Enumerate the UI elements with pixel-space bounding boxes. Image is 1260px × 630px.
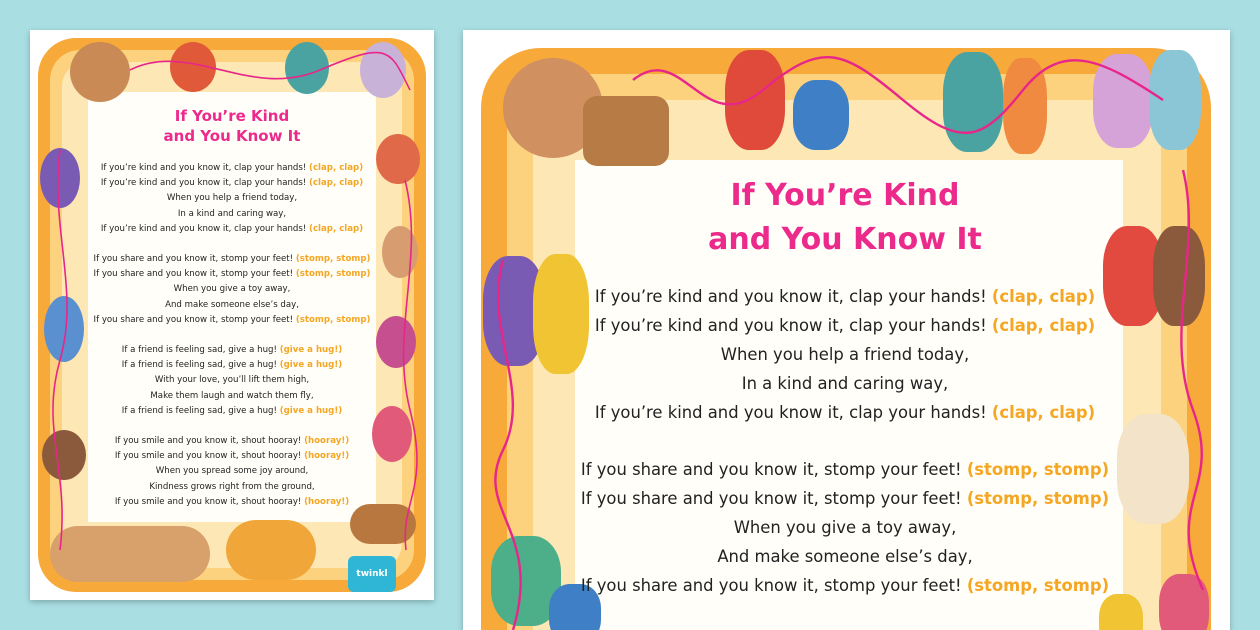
zoomed-lyrics — [555, 282, 1135, 600]
child-illustration-icon — [793, 80, 849, 150]
lyric-line — [555, 369, 1135, 398]
lyric-text: When you spread some joy around, — [155, 466, 309, 477]
lyric-line — [30, 191, 434, 206]
child-illustration-icon — [170, 42, 216, 92]
child-illustration-icon — [285, 42, 329, 94]
twinkl-logo-icon[interactable]: twinkl — [348, 556, 396, 592]
lyric-line — [30, 464, 434, 479]
thumbnail-title-line1: If You’re Kind — [174, 107, 290, 125]
thumbnail-lyrics — [30, 161, 434, 510]
lyric-action: (clap, clap) — [991, 287, 1096, 306]
lyric-text: If you’re kind and you know it, clap your hands! — [594, 287, 987, 306]
lyric-text: When you give a toy away, — [733, 518, 957, 537]
lyric-text: If you’re kind and you know it, clap your hands! — [100, 223, 307, 234]
lyric-text: If a friend is feeling sad, give a hug! — [121, 360, 277, 371]
lyric-line — [30, 343, 434, 358]
lyric-text: With your love, you’ll lift them high, — [154, 375, 310, 386]
lyric-action: (give a hug!) — [279, 405, 343, 416]
lyric-action: (give a hug!) — [279, 345, 343, 356]
child-illustration-icon — [50, 526, 210, 582]
lyric-line — [30, 298, 434, 313]
thumbnail-sheet[interactable] — [30, 30, 434, 600]
zoomed-sheet[interactable] — [463, 30, 1230, 630]
lyric-text: When you give a toy away, — [173, 284, 291, 295]
child-illustration-icon — [943, 52, 1003, 152]
lyric-text: When you help a friend today, — [720, 345, 970, 364]
lyric-line — [30, 207, 434, 222]
verse-block — [30, 343, 434, 419]
lyric-line — [555, 571, 1135, 600]
lyric-line — [30, 480, 434, 495]
lyric-line — [555, 513, 1135, 542]
lyric-action: (hooray!) — [304, 436, 350, 447]
lyric-text: Make them laugh and watch them fly, — [150, 390, 314, 401]
child-illustration-icon — [1159, 574, 1209, 630]
lyric-text: If a friend is feeling sad, give a hug! — [121, 345, 277, 356]
lyric-line — [30, 252, 434, 267]
lyric-text: In a kind and caring way, — [177, 208, 287, 219]
lyric-line — [555, 340, 1135, 369]
lyric-action: (stomp, stomp) — [295, 254, 371, 265]
lyric-action: (stomp, stomp) — [295, 269, 371, 280]
lyric-action: (hooray!) — [304, 496, 350, 507]
lyric-action: (stomp, stomp) — [295, 314, 371, 325]
lyric-text: If you share and you know it, stomp your feet! — [93, 254, 294, 265]
lyric-line — [555, 484, 1135, 513]
lyric-action: (stomp, stomp) — [966, 489, 1110, 508]
lyric-line — [555, 542, 1135, 571]
lyric-action: (clap, clap) — [991, 316, 1096, 335]
lyric-line — [555, 311, 1135, 340]
lyric-text: If you share and you know it, stomp your feet! — [580, 489, 962, 508]
child-illustration-icon — [1153, 226, 1205, 326]
zoomed-title — [555, 174, 1135, 262]
lyric-text: If you’re kind and you know it, clap your hands! — [100, 178, 307, 189]
lyric-action: (hooray!) — [304, 451, 350, 462]
child-illustration-icon — [1003, 58, 1047, 154]
lyric-action: (give a hug!) — [279, 360, 343, 371]
lyric-line — [30, 495, 434, 510]
thumbnail-title-line2: and You Know It — [163, 127, 301, 145]
lyric-line — [30, 176, 434, 191]
lyric-line — [30, 161, 434, 176]
child-illustration-icon — [725, 50, 785, 150]
child-illustration-icon — [1149, 50, 1201, 150]
lyric-line — [30, 313, 434, 328]
lyric-line — [30, 358, 434, 373]
lyric-line — [30, 282, 434, 297]
verse-block — [555, 455, 1135, 600]
lyric-line — [30, 449, 434, 464]
lyric-line — [30, 267, 434, 282]
child-illustration-icon — [226, 520, 316, 580]
lyric-text: If you share and you know it, stomp your feet! — [93, 314, 294, 325]
lyric-text: Kindness grows right from the ground, — [149, 481, 315, 492]
lyric-text: When you help a friend today, — [166, 193, 298, 204]
lyric-text: If you smile and you know it, shout hooray! — [114, 451, 302, 462]
lyric-text: If you smile and you know it, shout hooray! — [114, 436, 302, 447]
lyric-action: (clap, clap) — [309, 178, 364, 189]
verse-block — [30, 252, 434, 328]
lyric-action: (stomp, stomp) — [966, 576, 1110, 595]
zoomed-title-line1: If You’re Kind — [730, 178, 960, 213]
lyric-action: (clap, clap) — [309, 223, 364, 234]
lyric-action: (clap, clap) — [991, 403, 1096, 422]
verse-block — [30, 434, 434, 510]
verse-block — [555, 282, 1135, 427]
child-illustration-icon — [1093, 54, 1153, 148]
lyric-text: And make someone else’s day, — [165, 299, 299, 310]
thumbnail-title — [30, 106, 434, 146]
verse-block — [30, 161, 434, 237]
lyric-line — [30, 373, 434, 388]
child-illustration-icon — [583, 96, 669, 166]
lyric-text: If you’re kind and you know it, clap your hands! — [594, 316, 987, 335]
lyric-action: (stomp, stomp) — [966, 460, 1110, 479]
lyric-line — [30, 404, 434, 419]
lyric-line — [30, 222, 434, 237]
lyric-action: (clap, clap) — [309, 163, 364, 173]
lyric-text: If you share and you know it, stomp your feet! — [580, 576, 962, 595]
lyric-line — [30, 434, 434, 449]
lyric-text: If you share and you know it, stomp your feet! — [580, 460, 962, 479]
zoomed-title-line2: and You Know It — [708, 222, 982, 257]
child-illustration-icon — [70, 42, 130, 102]
lyric-text: In a kind and caring way, — [741, 374, 949, 393]
lyric-line — [30, 389, 434, 404]
lyric-text: If you’re kind and you know it, clap your hands! — [594, 403, 987, 422]
lyric-text: If you smile and you know it, shout hooray! — [114, 496, 302, 507]
lyric-text: If a friend is feeling sad, give a hug! — [121, 405, 277, 416]
lyric-text: If you share and you know it, stomp your feet! — [93, 269, 294, 280]
child-illustration-icon — [360, 42, 406, 98]
lyric-line — [555, 282, 1135, 311]
lyric-line — [555, 455, 1135, 484]
lyric-text: And make someone else’s day, — [717, 547, 973, 566]
lyric-text: If you’re kind and you know it, clap your hands! — [100, 163, 307, 173]
lyric-line — [555, 398, 1135, 427]
